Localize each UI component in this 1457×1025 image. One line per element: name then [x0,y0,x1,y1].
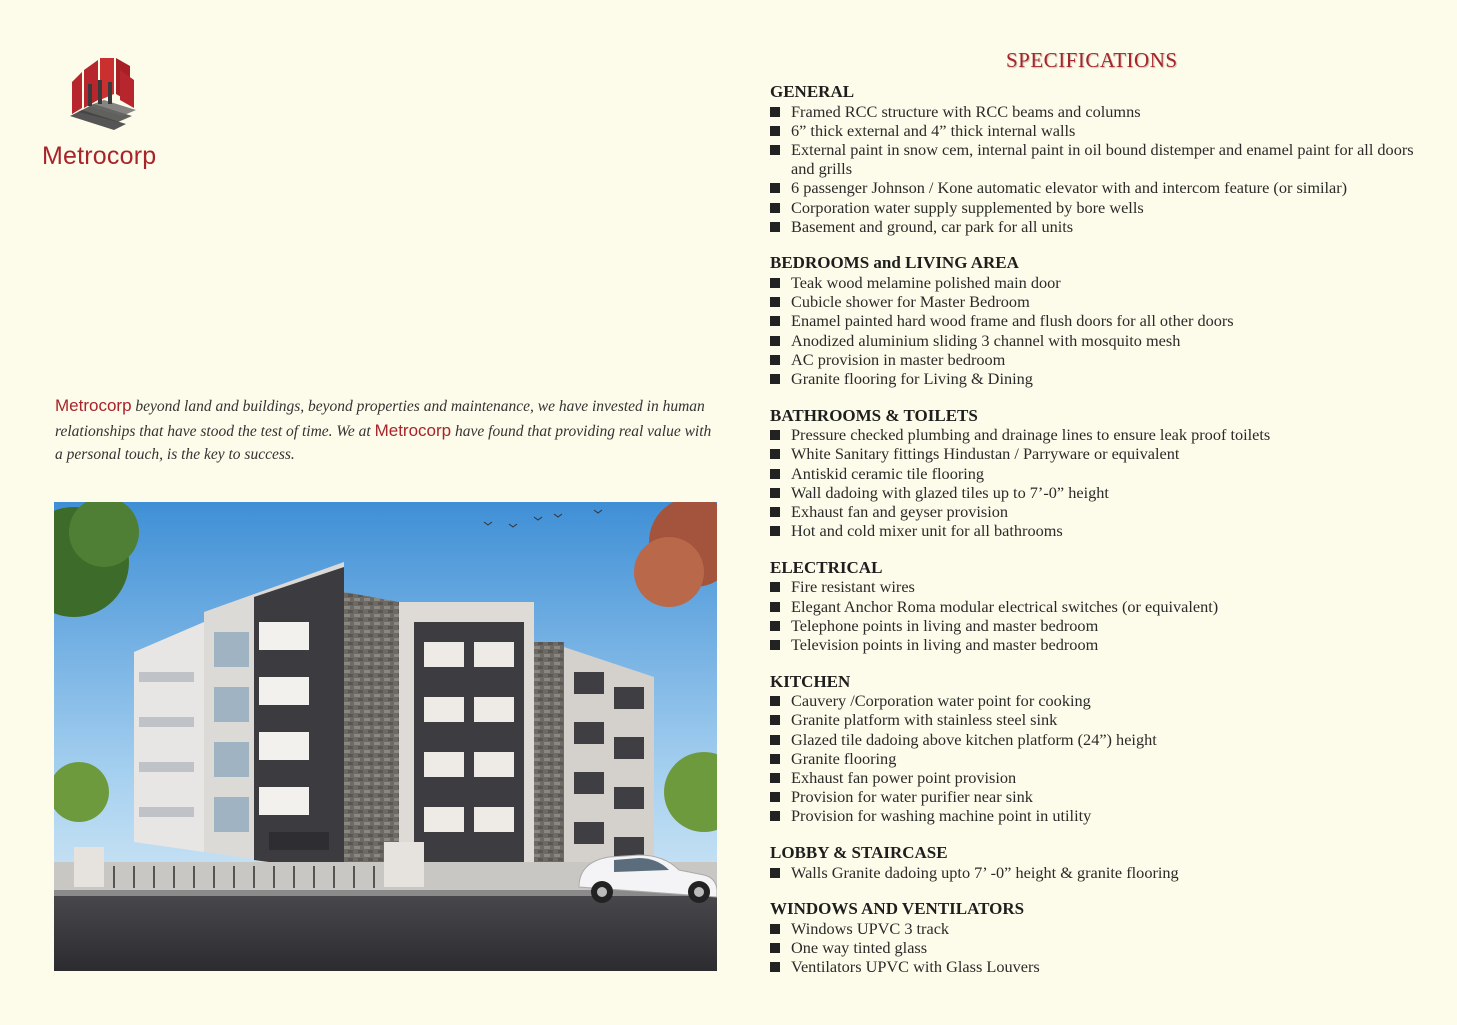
spec-item: Enamel painted hard wood frame and flush doors for all other doors [770,311,1430,330]
spec-items [770,273,1430,388]
building-logo-icon [68,54,140,132]
spec-items [770,691,1430,825]
spec-section-heading: BEDROOMS and LIVING AREA [770,253,1019,273]
spec-item: Granite platform with stainless steel sink [770,710,1430,729]
spec-item: 6 passenger Johnson / Kone automatic elevator with and intercom feature (or similar) [770,178,1430,197]
spec-section [770,843,1430,882]
specifications-title: SPECIFICATIONS [1006,48,1178,72]
spec-item: Fire resistant wires [770,577,1430,596]
spec-item: Television points in living and master bedroom [770,635,1430,654]
spec-item: AC provision in master bedroom [770,350,1430,369]
spec-item: External paint in snow cem, internal paint in oil bound distemper and enamel paint for all doors and grills [770,140,1430,178]
spec-item: Granite flooring for Living & Dining [770,369,1430,388]
spec-section-heading: WINDOWS AND VENTILATORS [770,899,1025,919]
brand-logo [42,54,172,171]
spec-item: Ventilators UPVC with Glass Louvers [770,957,1430,976]
spec-items [770,577,1430,654]
spec-item: Provision for water purifier near sink [770,787,1430,806]
spec-section-heading: GENERAL [770,82,855,101]
spec-section [770,672,1430,826]
spec-items [770,863,1430,882]
spec-section [770,558,1430,654]
spec-section-heading: BATHROOMS & TOILETS [770,405,978,425]
spec-item: One way tinted glass [770,938,1430,957]
spec-section-heading: LOBBY & STAIRCASE [770,843,948,863]
brand-name: Metrocorp [42,142,157,170]
intro-brand: Metrocorp [374,420,452,440]
spec-item: Exhaust fan power point provision [770,768,1430,787]
spec-item: Provision for washing machine point in utility [770,806,1430,825]
intro-text: have found that providing real value with a personal touch, is the key to success. [55,422,712,463]
specifications-list [770,82,1430,994]
spec-section [770,899,1430,976]
spec-item: Anodized aluminium sliding 3 channel with mosquito mesh [770,331,1430,350]
spec-item: 6” thick external and 4” thick internal walls [770,121,1430,140]
spec-item: White Sanitary fittings Hindustan / Parryware or equivalent [770,444,1430,463]
spec-item: Cubicle shower for Master Bedroom [770,292,1430,311]
spec-item: Basement and ground, car park for all units [770,217,1430,236]
intro-paragraph [55,394,715,467]
spec-item: Framed RCC structure with RCC beams and columns [770,102,1430,121]
spec-item: Granite flooring [770,749,1430,768]
spec-section [770,82,1430,236]
building-rendering [54,502,717,971]
spec-items [770,102,1430,236]
spec-items [770,425,1430,540]
spec-item: Hot and cold mixer unit for all bathrooms [770,521,1430,540]
spec-item: Windows UPVC 3 track [770,919,1430,938]
spec-section [770,406,1430,541]
spec-section-heading: KITCHEN [770,671,851,691]
spec-item: Teak wood melamine polished main door [770,273,1430,292]
spec-item: Corporation water supply supplemented by bore wells [770,198,1430,217]
spec-item: Pressure checked plumbing and drainage lines to ensure leak proof toilets [770,425,1430,444]
spec-item: Walls Granite dadoing upto 7’ -0” height & granite flooring [770,863,1430,882]
spec-section [770,253,1430,388]
intro-text: beyond land and buildings, beyond properties and maintenance, we have invested in human relationships that have stood the test of time. We at [55,398,705,440]
spec-item: Antiskid ceramic tile flooring [770,464,1430,483]
building-illustration [54,502,717,971]
intro-brand: Metrocorp [55,396,132,415]
spec-items [770,919,1430,977]
spec-item: Exhaust fan and geyser provision [770,502,1430,521]
spec-item: Wall dadoing with glazed tiles up to 7’-0” height [770,483,1430,502]
spec-item: Elegant Anchor Roma modular electrical switches (or equivalent) [770,597,1430,616]
spec-item: Telephone points in living and master bedroom [770,616,1430,635]
spec-section-heading: ELECTRICAL [770,557,883,577]
spec-item: Glazed tile dadoing above kitchen platform (24”) height [770,730,1430,749]
spec-item: Cauvery /Corporation water point for cooking [770,691,1430,710]
